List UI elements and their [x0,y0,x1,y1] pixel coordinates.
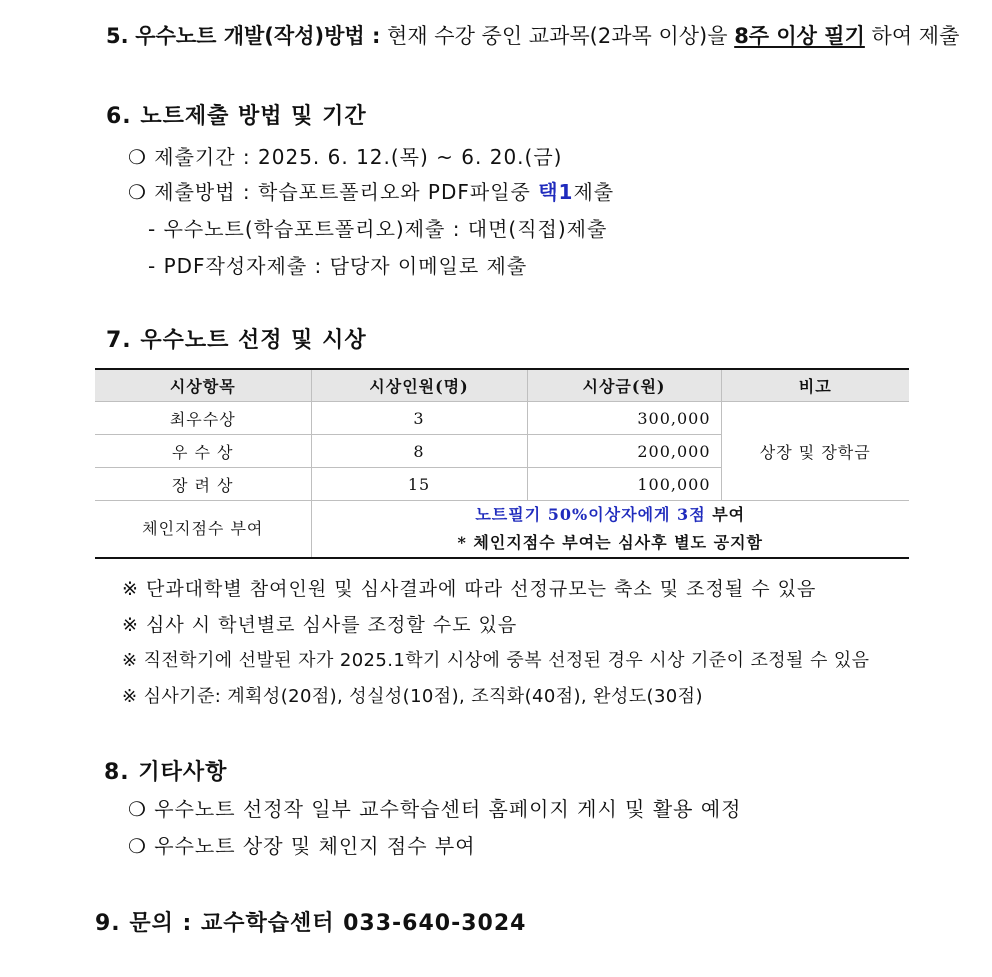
column-header-item: 시상항목 [95,369,311,402]
award-amount: 200,000 [527,435,721,468]
award-item: 장 려 상 [95,468,311,501]
submission-method-prefix: ❍ 제출방법 : 학습포트폴리오와 PDF파일중 [128,180,539,204]
section-5-text-b: 하여 제출 [864,24,960,48]
award-table-header-row [95,369,909,402]
section-9-contact: 9. 문의 : 교수학습센터 033-640-3024 [95,911,527,936]
award-count: 8 [311,435,527,468]
bonus-line-1-accent: 노트필기 50%이상자에게 3점 [475,505,706,524]
bonus-line-1-rest: 부여 [705,505,746,524]
table-row [95,402,909,435]
award-amount: 300,000 [527,402,721,435]
section-5-emphasis: 8주 이상 필기 [734,24,865,48]
note-item: ※ 심사 시 학년별로 심사를 조정할 수도 있음 [122,614,518,636]
misc-item: ❍ 우수노트 선정작 일부 교수학습센터 홈페이지 게시 및 활용 예정 [128,797,742,821]
misc-item: ❍ 우수노트 상장 및 체인지 점수 부여 [128,834,476,858]
bonus-line-1 [320,501,902,529]
award-count: 15 [311,468,527,501]
submission-sub-pdf: - PDF작성자제출 : 담당자 이메일로 제출 [148,254,528,278]
submission-method-accent: 택1 [538,180,574,204]
bonus-line-2: * 체인지점수 부여는 심사후 별도 공지함 [457,533,763,552]
bonus-description [311,501,909,559]
section-8-heading: 8. 기타사항 [104,760,228,785]
submission-method [128,176,614,205]
award-amount: 100,000 [527,468,721,501]
submission-sub-portfolio: - 우수노트(학습포트폴리오)제출 : 대면(직접)제출 [148,217,608,241]
note-item: ※ 단과대학별 참여인원 및 심사결과에 따라 선정규모는 축소 및 조정될 수 있음 [122,578,817,600]
table-row-bonus [95,501,909,559]
award-item: 최우수상 [95,402,311,435]
note-item: ※ 직전학기에 선발된 자가 2025.1학기 시상에 중복 선정된 경우 시상 기준이 조정될 수 있음 [122,650,870,671]
column-header-amount: 시상금(원) [527,369,721,402]
section-5-title: 우수노트 개발(작성)방법 : [135,24,381,48]
award-remark: 상장 및 장학금 [721,402,909,501]
award-count: 3 [311,402,527,435]
section-5-text-a: 현재 수강 중인 교과목(2과목 이상)을 [387,24,735,48]
note-item: ※ 심사기준: 계획성(20점), 성실성(10점), 조직화(40점), 완성도(30점) [122,686,703,707]
section-5-number: 5. [106,24,129,48]
award-table [95,368,909,559]
section-5 [106,20,959,50]
bonus-item: 체인지점수 부여 [95,501,311,559]
submission-method-suffix: 제출 [573,180,615,204]
section-6-heading: 6. 노트제출 방법 및 기간 [106,104,367,129]
column-header-count: 시상인원(명) [311,369,527,402]
section-7-heading: 7. 우수노트 선정 및 시상 [106,328,367,353]
submission-period: ❍ 제출기간 : 2025. 6. 12.(목) ~ 6. 20.(금) [128,145,563,169]
award-item: 우 수 상 [95,435,311,468]
column-header-remark: 비고 [721,369,909,402]
